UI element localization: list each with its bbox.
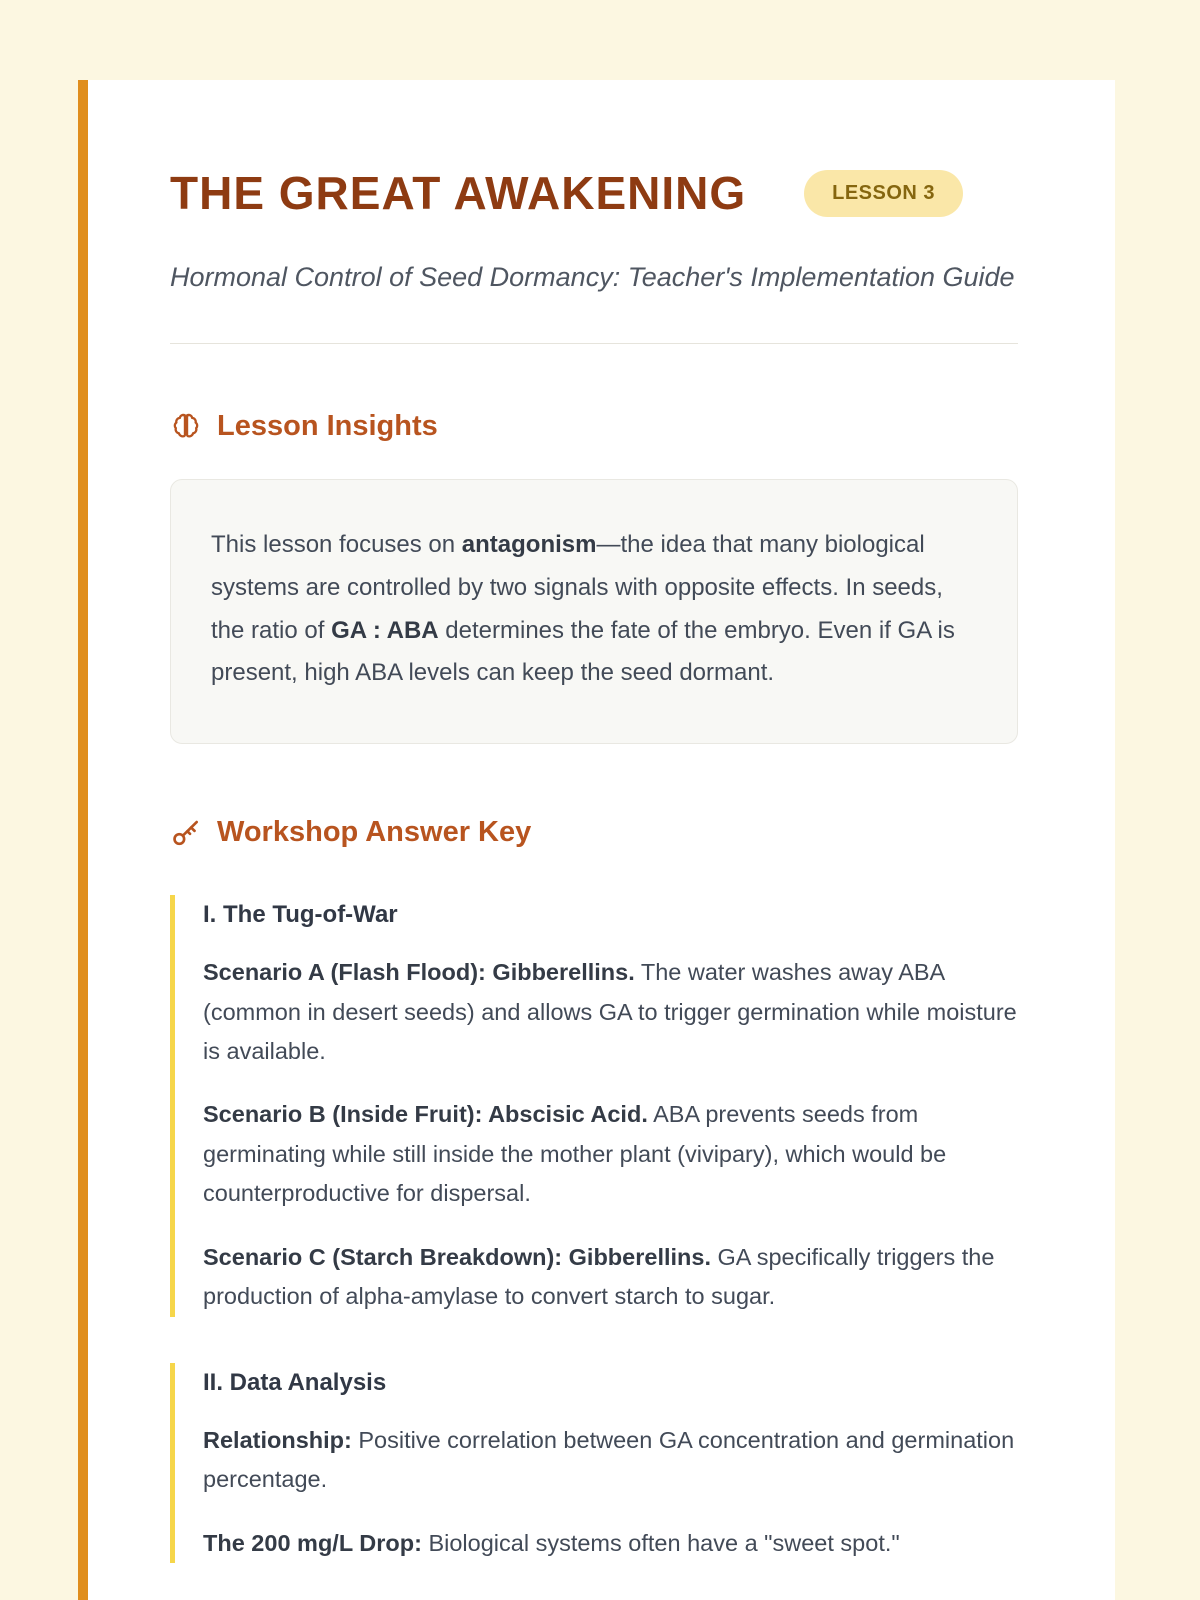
workshop-heading: Workshop Answer Key bbox=[217, 816, 532, 849]
answer-lead: The 200 mg/L Drop: bbox=[203, 1529, 422, 1556]
page-subtitle: Hormonal Control of Seed Dormancy: Teacher's Implementation Guide bbox=[170, 262, 1015, 292]
insights-bold-antagonism: antagonism bbox=[461, 531, 597, 559]
answer-lead: Scenario B (Inside Fruit): Abscisic Acid. bbox=[203, 1101, 648, 1128]
lesson-guide-card bbox=[78, 80, 1115, 1600]
page-title: THE GREAT AWAKENING bbox=[170, 167, 747, 219]
answer-rest: GA specifically triggers the production of alpha-amylase to convert starch to sugar. bbox=[203, 1243, 995, 1310]
answer-item bbox=[203, 1238, 1018, 1317]
insights-heading: Lesson Insights bbox=[217, 410, 438, 443]
answer-lead: Scenario C (Starch Breakdown): Gibberellins. bbox=[203, 1243, 711, 1270]
insights-panel bbox=[170, 479, 1018, 744]
answer-item bbox=[203, 1095, 1018, 1213]
answer-block-data-analysis bbox=[170, 1363, 1018, 1563]
block-title: II. Data Analysis bbox=[203, 1368, 387, 1396]
answer-item bbox=[203, 1421, 1018, 1500]
answer-rest: The water washes away ABA (common in desert seeds) and allows GA to trigger germination while moisture is available. bbox=[203, 959, 1017, 1064]
answer-lead: Relationship: bbox=[203, 1426, 352, 1453]
answer-rest: ABA prevents seeds from germinating while still inside the mother plant (vivipary), which would be counterproductive for dispersal. bbox=[203, 1101, 947, 1207]
answer-item bbox=[203, 953, 1018, 1071]
answer-item bbox=[203, 1524, 1018, 1563]
divider bbox=[170, 343, 1018, 344]
key-icon bbox=[170, 817, 202, 849]
section-workshop-answer-key bbox=[170, 816, 1018, 849]
insights-text: This lesson focuses on bbox=[211, 531, 462, 559]
answer-lead: Scenario A (Flash Flood): Gibberellins. bbox=[203, 959, 635, 986]
title-row bbox=[170, 166, 1018, 220]
answer-rest: Positive correlation between GA concentration and germination percentage. bbox=[203, 1426, 1015, 1493]
insights-text: determines the fate of the embryo. Even if GA is present, high ABA levels can keep the seed dormant. bbox=[211, 616, 955, 687]
block-title: I. The Tug-of-War bbox=[203, 901, 398, 929]
answer-rest: Biological systems often have a "sweet spot." bbox=[421, 1529, 900, 1556]
brain-icon bbox=[170, 411, 202, 443]
lesson-badge: LESSON 3 bbox=[804, 170, 963, 217]
answer-block-tug-of-war bbox=[170, 895, 1018, 1317]
insights-text: —the idea that many biological systems are controlled by two signals with opposite effects. In seeds, the ratio of bbox=[211, 531, 943, 644]
section-lesson-insights bbox=[170, 410, 1018, 443]
insights-bold-ratio: GA : ABA bbox=[331, 616, 439, 644]
